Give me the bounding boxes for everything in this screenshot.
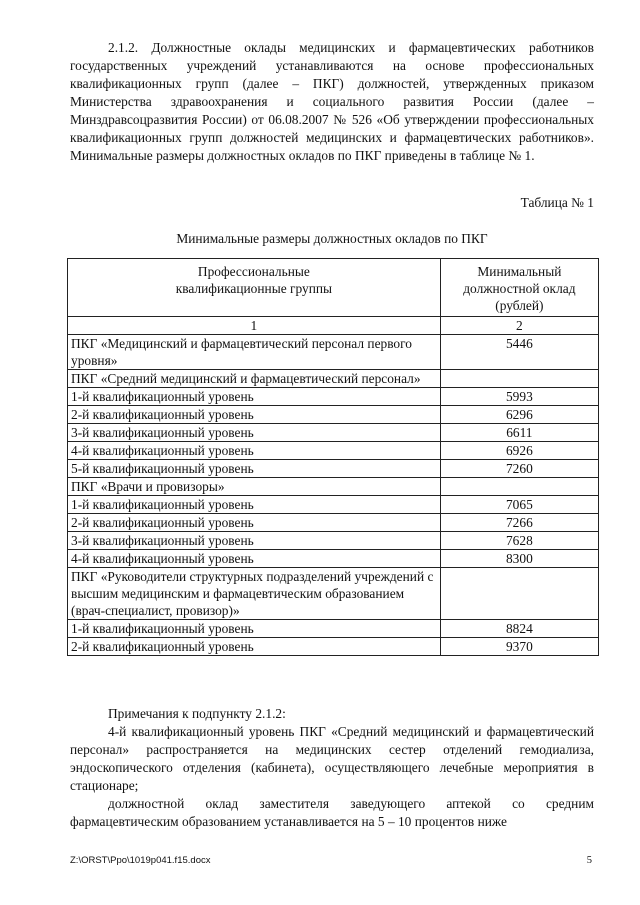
- group-cell: 4-й квалификационный уровень: [68, 550, 441, 568]
- column-number: 2: [440, 317, 598, 335]
- note-item: должностной оклад заместителя заведующего аптекой со средним фармацевтическим образованием устанавливается на 5 – 10 процентов ниже: [70, 796, 594, 829]
- group-cell: 2-й квалификационный уровень: [68, 514, 441, 532]
- group-cell: 4-й квалификационный уровень: [68, 442, 441, 460]
- group-cell: 3-й квалификационный уровень: [68, 532, 441, 550]
- table-row: [68, 442, 599, 460]
- table-row: [68, 532, 599, 550]
- salary-cell: 7628: [440, 532, 598, 550]
- table-number: Таблица № 1: [520, 195, 594, 210]
- table-row: [68, 568, 599, 620]
- group-cell: 3-й квалификационный уровень: [68, 424, 441, 442]
- salary-cell: 8300: [440, 550, 598, 568]
- header-groups: Профессиональные квалификационные группы: [68, 259, 441, 317]
- table-row: [68, 514, 599, 532]
- table-row: [68, 620, 599, 638]
- table-row: [68, 370, 599, 388]
- salary-cell: 6926: [440, 442, 598, 460]
- salary-cell: 9370: [440, 638, 598, 656]
- table-row: [68, 638, 599, 656]
- footer-file-path: Z:\ORST\Ppo\1019p041.f15.docx: [70, 855, 211, 866]
- table-row: [68, 496, 599, 514]
- group-cell: ПКГ «Медицинский и фармацевтический персонал первого уровня»: [68, 335, 441, 370]
- salary-cell: 7260: [440, 460, 598, 478]
- salary-cell: 5446: [440, 335, 598, 370]
- salary-table: [67, 258, 599, 656]
- group-cell: ПКГ «Врачи и провизоры»: [68, 478, 441, 496]
- table-row: [68, 478, 599, 496]
- salary-cell: [440, 568, 598, 620]
- page-number: 5: [586, 855, 592, 866]
- note-item: 4-й квалификационный уровень ПКГ «Средний медицинский и фармацевтический персонал» распространяется на медицинских сестер отделений гемодиализа, эндоскопического отделения (кабинета), осуществляющего лечебные мероприятия в стационаре;: [70, 724, 594, 793]
- table-title: Минимальные размеры должностных окладов по ПКГ: [176, 231, 488, 246]
- header-salary: Минимальный должностной оклад (рублей): [440, 259, 598, 317]
- salary-cell: 6296: [440, 406, 598, 424]
- group-cell: 1-й квалификационный уровень: [68, 620, 441, 638]
- table-row: [68, 335, 599, 370]
- salary-cell: [440, 478, 598, 496]
- table-row: [68, 460, 599, 478]
- group-cell: 5-й квалификационный уровень: [68, 460, 441, 478]
- notes-section: [70, 705, 594, 831]
- group-cell: 1-й квалификационный уровень: [68, 496, 441, 514]
- salary-cell: [440, 370, 598, 388]
- salary-cell: 5993: [440, 388, 598, 406]
- table-row: [68, 550, 599, 568]
- column-number: 1: [68, 317, 441, 335]
- salary-cell: 7065: [440, 496, 598, 514]
- table-row: [68, 424, 599, 442]
- column-number-row: [68, 317, 599, 335]
- table-header-row: [68, 259, 599, 317]
- salary-cell: 8824: [440, 620, 598, 638]
- group-cell: 2-й квалификационный уровень: [68, 638, 441, 656]
- salary-cell: 7266: [440, 514, 598, 532]
- salary-cell: 6611: [440, 424, 598, 442]
- notes-title: Примечания к подпункту 2.1.2:: [108, 706, 286, 721]
- section-paragraph: 2.1.2. Должностные оклады медицинских и фармацевтических работников государственных учреждений устанавливаются на основе профессиональных квалификационных групп (далее – ПКГ) должностей, утвержденных приказом Министерства здравоохранения и социального развития России (далее – Минздравсоцразвития России) от 06.08.2007 № 526 «Об утверждении профессиональных квалификационных групп должностей медицинских и фармацевтических работников». Минимальные размеры должностных окладов по ПКГ приведены в таблице № 1.: [70, 40, 594, 163]
- table-row: [68, 388, 599, 406]
- group-cell: 2-й квалификационный уровень: [68, 406, 441, 424]
- group-cell: ПКГ «Средний медицинский и фармацевтический персонал»: [68, 370, 441, 388]
- table-row: [68, 406, 599, 424]
- group-cell: ПКГ «Руководители структурных подразделений учреждений с высшим медицинским и фармацевтическим образованием (врач-специалист, провизор)»: [68, 568, 441, 620]
- group-cell: 1-й квалификационный уровень: [68, 388, 441, 406]
